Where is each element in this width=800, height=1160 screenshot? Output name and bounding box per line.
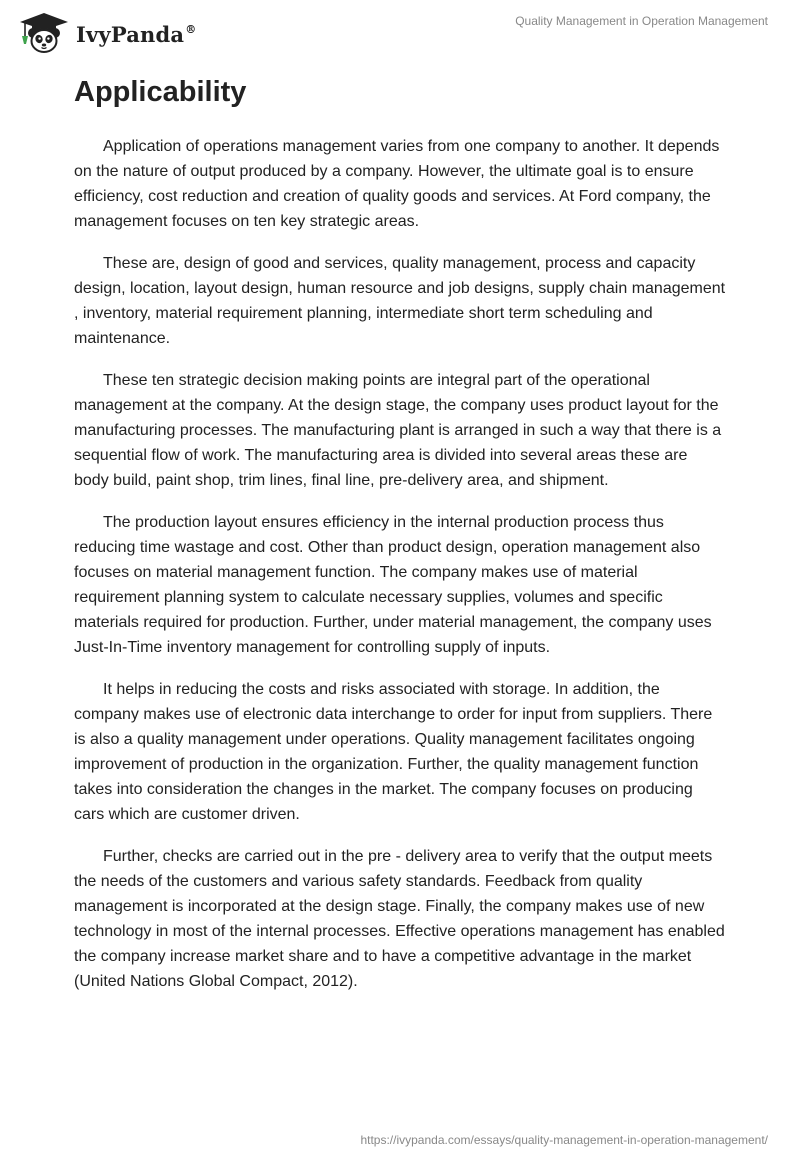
paragraph: Application of operations management varies from one company to another. It depends on the nature of output produced by a company. However, the ultimate goal is to ensure efficiency, cost reduction and creation of quality goods and services. At Ford company, the management focuses on ten key strategic areas. [74, 138, 720, 230]
logo-text: IvyPanda [76, 21, 185, 47]
registered-mark: ® [185, 22, 197, 36]
paragraph: The production layout ensures efficiency in the internal production process thus reducing time wastage and cost. Other than product design, operation management also focuses on material management function. The company makes use of material requirement planning system to calculate necessary supplies, volumes and specific materials required for production. Further, under material management, the company uses Just-In-Time inventory management for controlling supply of inputs. [74, 514, 712, 656]
page-header [0, 0, 800, 60]
essay-body [74, 134, 726, 1011]
document-title: Quality Management in Operation Management [515, 14, 768, 28]
paragraph: It helps in reducing the costs and risks associated with storage. In addition, the company makes use of electronic data interchange to order for input from suppliers. There is also a quality management under operations. Quality management facilitates ongoing improvement of production in the organization. Further, the quality management function takes into consideration the changes in the market. The company focuses on producing cars which are customer driven. [74, 681, 713, 823]
paragraph: These ten strategic decision making points are integral part of the operational management at the company. At the design stage, the company uses product layout for the manufacturing processes. The manufacturing plant is arranged in such a way that there is a sequential flow of work. The manufacturing area is divided into several areas these are body build, paint shop, trim lines, final line, pre-delivery area, and shipment. [74, 372, 722, 489]
panda-graduation-cap-icon [14, 10, 70, 54]
logo-wordmark [76, 22, 196, 47]
section-heading: Applicability [74, 76, 247, 108]
source-url-link[interactable]: https://ivypanda.com/essays/quality-management-in-operation-management/ [360, 1133, 768, 1147]
paragraph: Further, checks are carried out in the pre - delivery area to verify that the output meets the needs of the customers and various safety standards. Feedback from quality management is incorporated at the design stage. Finally, the company makes use of new technology in most of the internal processes. Effective operations management has enabled the company increase market share and to have a competitive advantage in the market (United Nations Global Compact, 2012). [74, 848, 725, 990]
paragraph: These are, design of good and services, quality management, process and capacity design, location, layout design, human resource and job designs, supply chain management , inventory, material requirement planning, intermediate short term scheduling and maintenance. [74, 255, 726, 347]
ivypanda-logo[interactable] [14, 10, 196, 54]
